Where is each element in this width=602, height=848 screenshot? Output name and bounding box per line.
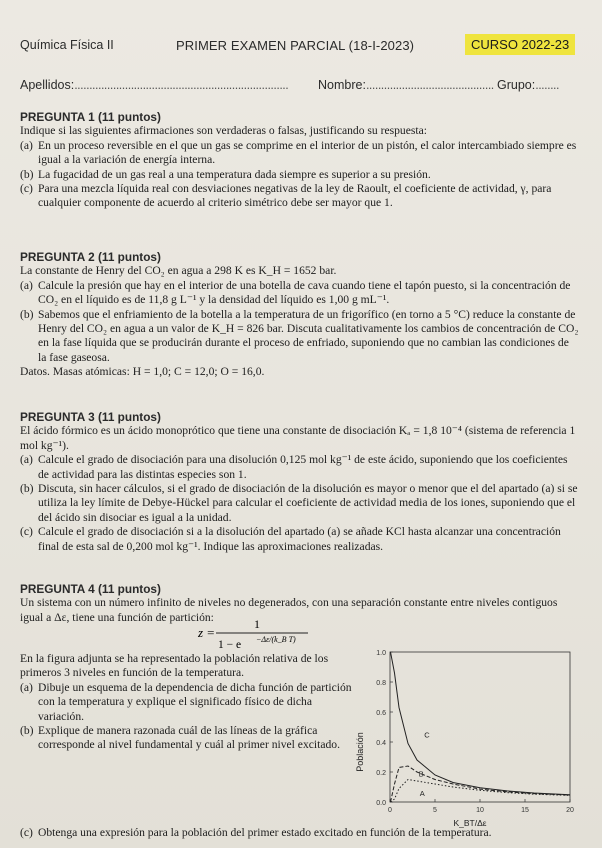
subject-title: Química Física II	[20, 38, 114, 52]
surname-field: Apellidos:........................................................................	[20, 78, 289, 92]
series-line-a	[391, 652, 571, 795]
surname-label: Apellidos:	[20, 78, 75, 92]
y-tick-label: 0.0	[376, 800, 386, 807]
y-tick-label: 1.0	[376, 650, 386, 657]
series-line-b	[391, 766, 571, 802]
y-tick-label: 0.8	[376, 680, 386, 687]
question-3-intro: El ácido fórmico es un ácido monoprótico que tiene una constante de disociación Kₐ = 1,8 10⁻⁴ (sistema de referencia 1 mol kg⁻¹).	[20, 424, 576, 452]
series-label-b: B	[418, 769, 424, 779]
exam-title: PRIMER EXAMEN PARCIAL (18-I-2023)	[176, 38, 415, 53]
series-line-c	[391, 780, 571, 803]
question-1-intro: Indique si las siguientes afirmaciones son verdaderas o falsas, justificando su respuesta:	[20, 124, 427, 138]
question-4-c: (c) Obtenga una expresión para la población del primer estado excitado en función de la temperatura.	[20, 826, 492, 839]
question-1-c: (c) Para una mezcla líquida real con desviaciones negativas de la ley de Raoult, el coeficiente de actividad, γ, para cualquier componente de acuerdo al criterio simétrico debe ser mayor que 1.	[20, 182, 552, 210]
question-1-b: (b) La fugacidad de un gas real a una temperatura dada siempre es superior a su presión.	[20, 167, 431, 181]
question-4-body	[20, 652, 354, 753]
x-tick-label: 0	[388, 807, 392, 814]
population-chart	[350, 640, 590, 830]
question-2-title: PREGUNTA 2 (11 puntos)	[20, 250, 161, 264]
question-2-intro: La constante de Henry del CO₂ en agua a 298 K es K_H = 1652 bar.	[20, 264, 337, 278]
name-field: Nombre:...........................................	[318, 78, 494, 92]
chart-x-label: K_BT/Δε	[453, 818, 487, 828]
chart-axes	[376, 650, 574, 814]
x-tick-label: 10	[476, 807, 484, 814]
y-tick-label: 0.4	[376, 740, 386, 747]
question-1-a: (a) En un proceso reversible en el que un gas se comprime en el interior de un pistón, el calor intercambiado siempre es igual a la variación de energía interna.	[20, 138, 577, 167]
formula-exponent: −Δε/(k_B T)	[256, 635, 296, 644]
chart-series	[391, 652, 571, 802]
question-3	[20, 410, 580, 554]
question-4-a: (a) Dibuje un esquema de la dependencia de dicha función de partición con la temperatura y explique el significado físico de dicha variación.	[20, 680, 352, 723]
question-2-data: Datos. Masas atómicas: H = 1,0; C = 12,0; O = 16,0.	[20, 365, 265, 379]
x-tick-label: 15	[521, 807, 529, 814]
question-2	[20, 250, 580, 380]
question-4-title: PREGUNTA 4 (11 puntos)	[20, 582, 161, 596]
group-field: Grupo:........	[497, 78, 560, 92]
formula-lhs: z =	[198, 625, 216, 640]
question-4-b: (b) Explique de manera razonada cuál de las líneas de la gráfica corresponde al nivel fundamental y cuál al primer nivel excitado.	[20, 724, 340, 752]
question-1-title: PREGUNTA 1 (11 puntos)	[20, 110, 161, 124]
question-1	[20, 110, 580, 211]
x-tick-label: 20	[566, 807, 574, 814]
question-3-title: PREGUNTA 3 (11 puntos)	[20, 410, 161, 424]
question-3-c: (c) Calcule el grado de disociación si a la disolución del apartado (a) se añade KCl hasta alcanzar una concentración final de esta sal de 0,200 mol kg⁻¹. Indique las aproximaciones realizadas.	[20, 525, 561, 553]
x-tick-label: 5	[433, 807, 437, 814]
question-3-b: (b) Discuta, sin hacer cálculos, si el grado de disociación de la disolución es mayor o menor que el del apartado (a) si se utiliza la ley límite de Debye-Hückel para calcular el coeficiente de actividad media de los iones, suponiendo que el del ácido sin disociar es igual a la unidad.	[20, 482, 578, 524]
plot-frame	[390, 652, 570, 802]
question-2-a: (a) Calcule la presión que hay en el interior de una botella de cava cuando tiene el tapón puesto, si la concentración de CO₂ en el líquido es de 11,8 g L⁻¹ y la densidad del líquido es 1,00 g mL⁻¹.	[20, 278, 571, 307]
formula-denominator: 1 − e	[218, 639, 242, 651]
question-4-intro: Un sistema con un número infinito de niveles no degenerados, con una separación constante entre niveles contiguos igual a Δε, tiene una función de partición:	[20, 596, 558, 624]
name-label: Nombre:	[318, 78, 366, 92]
question-4-figure-text: En la figura adjunta se ha representado la población relativa de los primeros 3 niveles en función de la temperatura.	[20, 652, 329, 680]
series-label-a: A	[419, 789, 425, 798]
population-chart-svg	[350, 640, 590, 830]
partition-function-formula	[196, 615, 366, 655]
question-3-a: (a) Calcule el grado de disociación para una disolución 0,125 mol kg⁻¹ de este ácido, suponiendo que los coeficientes de actividad para las distintas especies son 1.	[20, 453, 568, 481]
group-label: Grupo:	[497, 78, 536, 92]
series-label-c: C	[424, 730, 430, 740]
course-badge: CURSO 2022-23	[465, 34, 575, 55]
question-2-b: (b) Sabemos que el enfriamiento de la botella a la temperatura de un frigorífico (en torno a 5 °C) reduce la constante de Henry del CO₂ en agua a un valor de K_H = 826 bar. Discuta cualitativamente los cambios de concentración de CO₂ en la fase líquida que se producirán durante el proceso de enfriado, suponiendo que no cambian las condiciones de la fase gaseosa.	[20, 307, 579, 364]
y-tick-label: 0.2	[376, 770, 386, 777]
y-tick-label: 0.6	[376, 710, 386, 717]
formula-numerator: 1	[254, 617, 260, 631]
chart-y-label: Población	[355, 732, 365, 772]
